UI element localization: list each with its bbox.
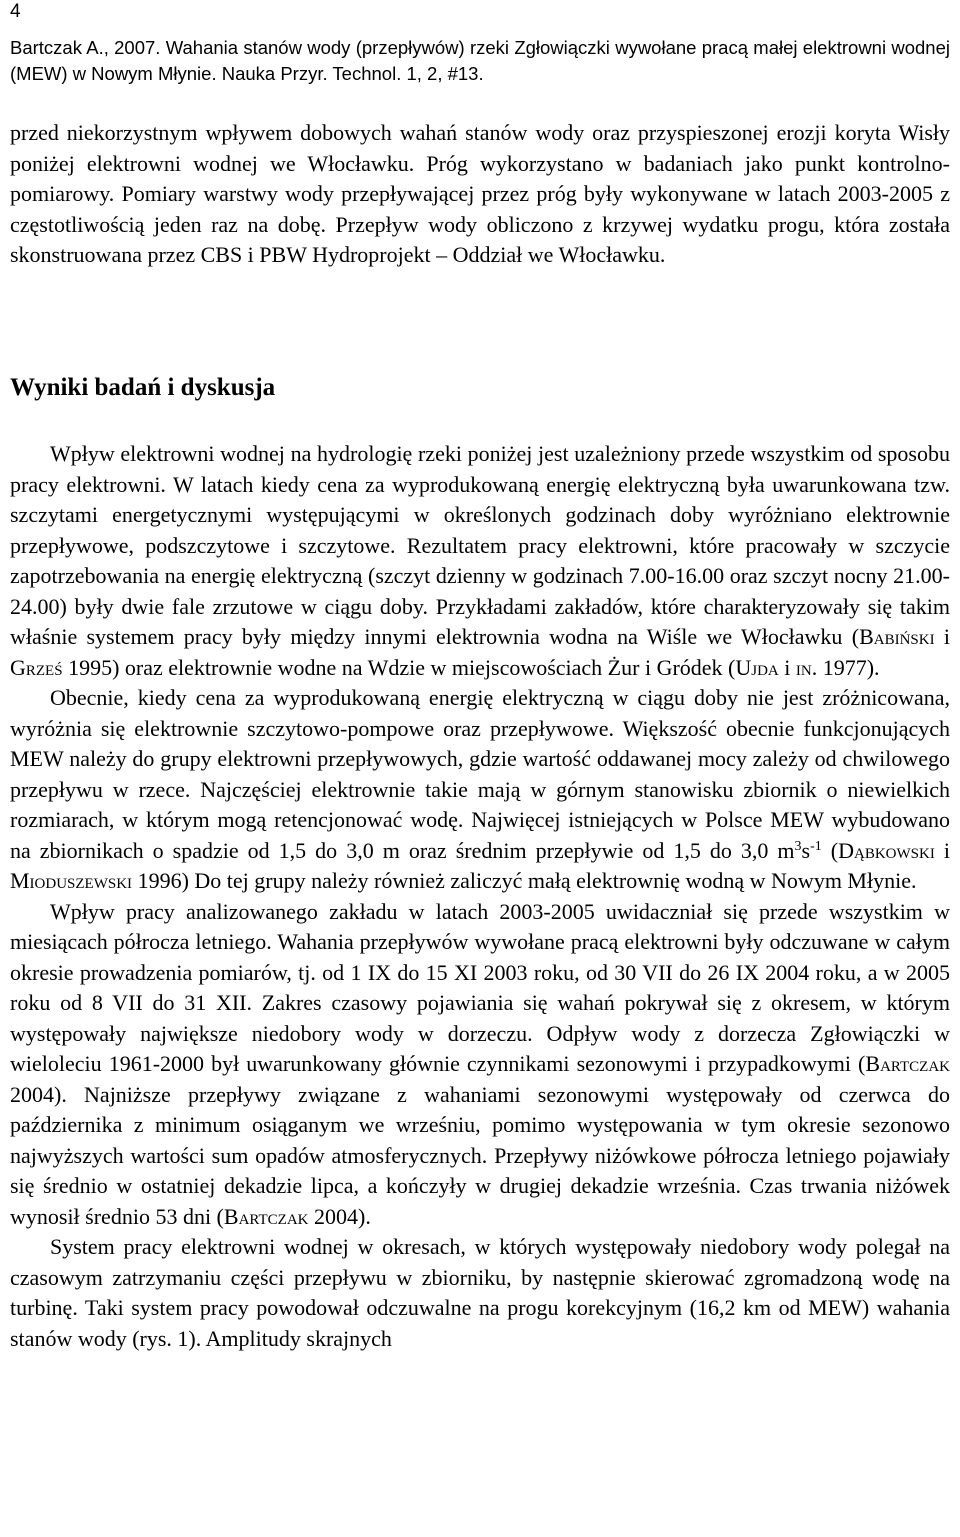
author-ref: Mioduszewski bbox=[10, 868, 133, 893]
author-ref: in bbox=[795, 654, 812, 680]
author-ref: Ujda bbox=[735, 654, 779, 680]
author-ref: Bartczak bbox=[865, 1051, 950, 1076]
paragraph-4: System pracy elektrowni wodnej w okresach, w których występowały niedobory wody polegał na czasowym zatrzymaniu części przepływu w zbiorniku, by następnie skierować zgromadzoną wodę na turbinę. Taki system pracy powodował odczuwalne na progu korekcyjnym (16,2 km od MEW) wahania stanów wody (rys. 1). Amplitudy skrajnych bbox=[10, 1234, 950, 1351]
author-ref: Babiński bbox=[859, 624, 935, 649]
paragraph-2: Obecnie, kiedy cena za wyprodukowaną energię elektryczną w ciągu doby nie jest zróżnicowana, wyróżnia się elektrownie szczytowo-pompowe oraz przepływowe. Większość obecnie funkcjonujących MEW należy do grupy elektrowni przepływowych, gdzie wartość oddawanej mocy zależy od chwilowego przepływu w rzece. Najczęściej elektrownie takie mają w górnym stanowisku zbiornik o niewielkich rozmiarach, w którym mogą retencjonować wodę. Najwięcej istniejących w Polsce MEW wybudowano na zbiornikach o spadzie od 1,5 do 3,0 m oraz średnim przepływie od 1,5 do 3,0 $m^3s^{-1}$ (Dąbkowski i Mioduszewski 1996) Do tej grupy należy również zaliczyć małą elektrownię wodną w Nowym Młynie. bbox=[10, 685, 950, 893]
section-heading: Wyniki badań i dyskusja bbox=[10, 374, 276, 401]
citation-header: Bartczak A., 2007. Wahania stanów wody (przepływów) rzeki Zgłowiączki wywołane pracą małej elektrowni wodnej (MEW) w Nowym Młynie. Nauka Przyr. Technol. 1, 2, #13. bbox=[10, 37, 950, 84]
author-ref: Dąbkowski bbox=[838, 837, 935, 863]
page-number: 4 bbox=[10, 1, 21, 22]
author-ref: Bartczak bbox=[223, 1203, 309, 1229]
intro-paragraph: przed niekorzystnym wpływem dobowych wahań stanów wody oraz przyspieszonej erozji koryta Wisły poniżej elektrowni wodnej we Włocławku. Próg wykorzystano w badaniach jako punkt kontrolno-pomiarowy. Pomiary warstwy wody przepływającej przez próg były wykonywane w latach 2003-2005 z częstotliwością jeden raz na dobę. Przepływ wody obliczono z krzywej wydatku progu, która została skonstruowana przez CBS i PBW Hydroprojekt – Oddział we Włocławku. bbox=[10, 120, 950, 267]
paragraph-1: Wpływ elektrowni wodnej na hydrologię rzeki poniżej jest uzależniony przede wszystkim od sposobu pracy elektrowni. W latach kiedy cena za wyprodukowaną energię elektryczną była uwarunkowana tzw. szczytami energetycznymi występującymi w określonych godzinach doby wyróżniano elektrownie przepływowe, podszczytowe i szczytowe. Rezultatem pracy elektrowni, które pracowały w szczycie zapotrzebowania na energię elektryczną (szczyt dzienny w godzinach 7.00-16.00 oraz szczyt nocny 21.00-24.00) były dwie fale zrzutowe w ciągu doby. Przykładami zakładów, które charakteryzowały się takim właśnie systemem pracy były między innymi elektrownia wodna na Wiśle we Włocławku (Babiński i Grześ 1995) oraz elektrownie wodne na Wdzie w miejscowościach Żur i Gródek (Ujda i in. 1977). bbox=[10, 441, 950, 680]
author-ref: Grześ bbox=[10, 654, 63, 680]
paragraph-3: Wpływ pracy analizowanego zakładu w latach 2003-2005 uwidaczniał się przede wszystkim w miesiącach półrocza letniego. Wahania przepływów wywołane pracą elektrowni były odczuwane w całym okresie prowadzenia pomiarów, tj. od 1 IX do 15 XI 2003 roku, od 30 VII do 26 IX 2004 roku, a w 2005 roku od 8 VII do 31 XII. Zakres czasowy pojawiania się wahań pokrywał się z okresem, w którym występowały największe niedobory wody w dorzeczu. Odpływ wody z dorzecza Zgłowiączki w wieloleciu 1961-2000 był uwarunkowany głównie czynnikami sezonowymi i przypadkowymi (Bartczak 2004). Najniższe przepływy związane z wahaniami sezonowymi występowały od czerwca do października z minimum osiąganym we wrześniu, pomimo występowania w tym okresie sezonowo najwyższych wartości sum opadów atmosferycznych. Przepływy niżówkowe półrocza letniego pojawiały się średnio w ostatniej dekadzie lipca, a kończyły w drugiej dekadzie września. Czas trwania niżówek wynosił średnio 53 dni (Bartczak 2004). bbox=[10, 898, 950, 1229]
results-body bbox=[10, 439, 950, 1354]
